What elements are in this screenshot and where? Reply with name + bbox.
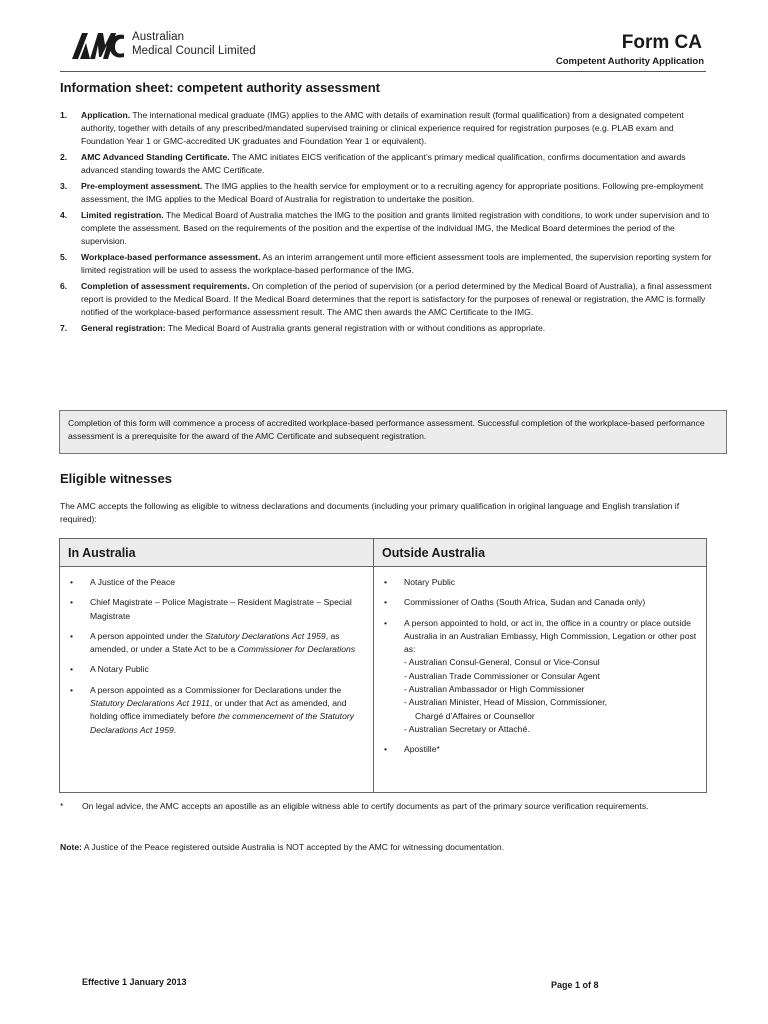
witness-text: Chief Magistrate – Police Magistrate – Resident Magistrate – Special Magistrate <box>90 597 352 621</box>
step-text: The Medical Board of Australia grants general registration with or without conditions as appropriate. <box>165 322 546 333</box>
effective-date: Effective 1 January 2013 <box>82 977 187 987</box>
outside-australia-column <box>374 539 706 792</box>
post-item: - Australian Ambassador or High Commissioner <box>404 684 585 695</box>
bullet-icon: • <box>384 617 388 628</box>
step-text: The IMG applies to the health service for employment or to a recruiting agency for appropriate positions. Following pre-employment assessment, the IMG applies to the Medical Board of Australia for registration to undertake the position. <box>81 180 704 204</box>
info-heading: Information sheet: competent authority assessment <box>60 80 381 95</box>
step-item <box>60 280 716 319</box>
step-text: The AMC initiates EICS verification of the applicant’s primary medical qualification, confirms documentation and awards advanced standing towards the AMC Certificate. <box>81 151 686 175</box>
footnote-text: On legal advice, the AMC accepts an apostille as an eligible witness able to certify documents as part of the primary source verification requirements. <box>82 801 649 811</box>
list-item <box>374 576 698 589</box>
outside-australia-list <box>374 576 698 764</box>
list-item <box>60 576 365 589</box>
step-number: 1. <box>60 110 68 120</box>
step-item <box>60 251 716 277</box>
witness-heading: Eligible witnesses <box>60 471 172 486</box>
list-item <box>374 596 698 609</box>
post-item: - Australian Consul-General, Consul or Vice-Consul <box>404 657 600 668</box>
witness-text: . <box>173 724 177 735</box>
note-label: Note: <box>60 842 82 852</box>
act-name: Statutory Declarations Act 1911 <box>90 698 210 709</box>
logo-wordmark <box>132 30 256 58</box>
witness-intro: The AMC accepts the following as eligible to witness declarations and documents (including your primary qualification in original language and English translation if required): <box>60 501 680 524</box>
list-item <box>60 684 365 737</box>
steps-list <box>60 109 716 338</box>
step-text: The Medical Board of Australia matches the IMG to the position and grants limited registration with conditions, to work under supervision and to complete the assessment. Based on the requirements of the position and the expertise of the individual IMG, the Medical Board determines the period of the supervision. <box>81 209 710 246</box>
step-title: Limited registration. <box>81 209 164 220</box>
bullet-icon: • <box>70 597 74 608</box>
witness-text: , as amended, or under a State Act to be a <box>90 630 340 655</box>
witness-text: A person appointed under the <box>90 630 206 641</box>
bullet-icon: • <box>70 577 74 587</box>
step-text: On completion of the period of supervision (or a period determined by the Medical Board of Australia), a final assessment report is provided to the Medical Board. If the Medical Board determines that the report is satisfactory for the purposes of renewal or registration, the AMC is formally notified of the workplace-based performance assessment result. The AMC then awards the AMC Certificate to the IMG. <box>81 280 712 317</box>
step-item <box>60 209 716 248</box>
page-number: Page 1 of 8 <box>551 980 599 990</box>
step-title: Workplace-based performance assessment. <box>81 251 261 262</box>
note <box>60 842 504 852</box>
post-item: - Australian Minister, Head of Mission, Commissioner, <box>404 697 607 708</box>
witness-table <box>59 538 707 793</box>
step-title: Pre-employment assessment. <box>81 180 203 191</box>
witness-text: Apostille* <box>404 744 440 755</box>
bullet-icon: • <box>70 664 74 675</box>
step-number: 2. <box>60 151 68 162</box>
amc-logo-icon <box>70 31 126 61</box>
bullet-icon: • <box>70 684 74 695</box>
step-number: 7. <box>60 322 68 333</box>
step-title: Application. <box>81 110 131 120</box>
step-item <box>60 109 716 148</box>
step-text: As an interim arrangement until more efficient assessment tools are implemented, the supervision reporting system for limited registration will be used to assess the workplace-based performance of the IMG. <box>81 251 712 275</box>
in-australia-column <box>60 539 374 792</box>
role-name: Commissioner for Declarations <box>237 644 356 655</box>
witness-text: A Notary Public <box>90 664 149 675</box>
witness-text: , or under that Act as amended, and holding office immediately before <box>90 698 347 722</box>
bullet-icon: • <box>70 630 74 641</box>
org-line2: Medical Council Limited <box>132 45 256 57</box>
note-text: A Justice of the Peace registered outside Australia is NOT accepted by the AMC for witnessing documentation. <box>81 842 505 852</box>
in-australia-list <box>60 576 365 744</box>
step-title: AMC Advanced Standing Certificate. <box>81 151 230 162</box>
step-text: The international medical graduate (IMG) applies to the AMC with details of examination result (formal qualification) from a designated competent authority, together with details of any prescribed/mandated supervised training or clinical experience required for registration purposes (e.g. PLAB exam and Foundation Year 1 or GMC-accredited UK graduates and Foundation Year 1 or equivalent). <box>81 110 684 146</box>
form-subtitle: Competent Authority Application <box>555 56 704 67</box>
bullet-icon: • <box>384 597 388 608</box>
witness-text: Commissioner of Oaths (South Africa, Sudan and Canada only) <box>404 597 646 608</box>
post-item: - Australian Secretary or Attaché. <box>404 723 530 734</box>
witness-text: A person appointed to hold, or act in, the office in a country or place outside Australia in an Australian Embassy, High Commission, Legation or other post as: <box>404 617 697 655</box>
step-item <box>60 322 716 335</box>
step-item <box>60 151 716 177</box>
step-title: Completion of assessment requirements. <box>81 280 250 291</box>
act-name: Statutory Declarations Act 1959 <box>205 630 326 641</box>
step-number: 3. <box>60 180 68 191</box>
list-item <box>60 630 365 657</box>
step-item <box>60 180 716 206</box>
step-number: 4. <box>60 209 68 220</box>
witness-text: Notary Public <box>404 577 456 587</box>
post-item: - Australian Trade Commissioner or Consular Agent <box>404 670 600 681</box>
header-rule <box>60 71 706 72</box>
act-name: the commencement of the Statutory Declarations Act 1959 <box>90 711 355 735</box>
step-title: General registration: <box>81 322 166 333</box>
list-item <box>60 596 365 623</box>
notice-box: Completion of this form will commence a process of accredited workplace-based performance assessment. Successful completion of the workplace-based performance assessment is a prerequisite for the award of the AMC Certificate and subsequent registration. <box>59 410 727 454</box>
amc-logo <box>70 30 280 64</box>
in-australia-header: In Australia <box>60 539 373 567</box>
witness-text: A person appointed as a Commissioner for Declarations under the <box>90 684 342 695</box>
bullet-icon: • <box>384 744 388 755</box>
list-item <box>374 617 698 737</box>
step-number: 6. <box>60 280 68 291</box>
list-item <box>60 663 365 676</box>
outside-australia-header: Outside Australia <box>374 539 706 567</box>
footnote-marker: * <box>60 801 64 811</box>
org-line1: Australian <box>132 31 185 43</box>
bullet-icon: • <box>384 577 388 587</box>
post-item-continued: Chargé d’Affaires or Counsellor <box>415 710 535 721</box>
list-item <box>374 743 698 756</box>
witness-text: A Justice of the Peace <box>90 577 176 587</box>
footnote <box>60 800 700 813</box>
step-number: 5. <box>60 251 68 262</box>
form-title: Form CA <box>621 32 702 53</box>
